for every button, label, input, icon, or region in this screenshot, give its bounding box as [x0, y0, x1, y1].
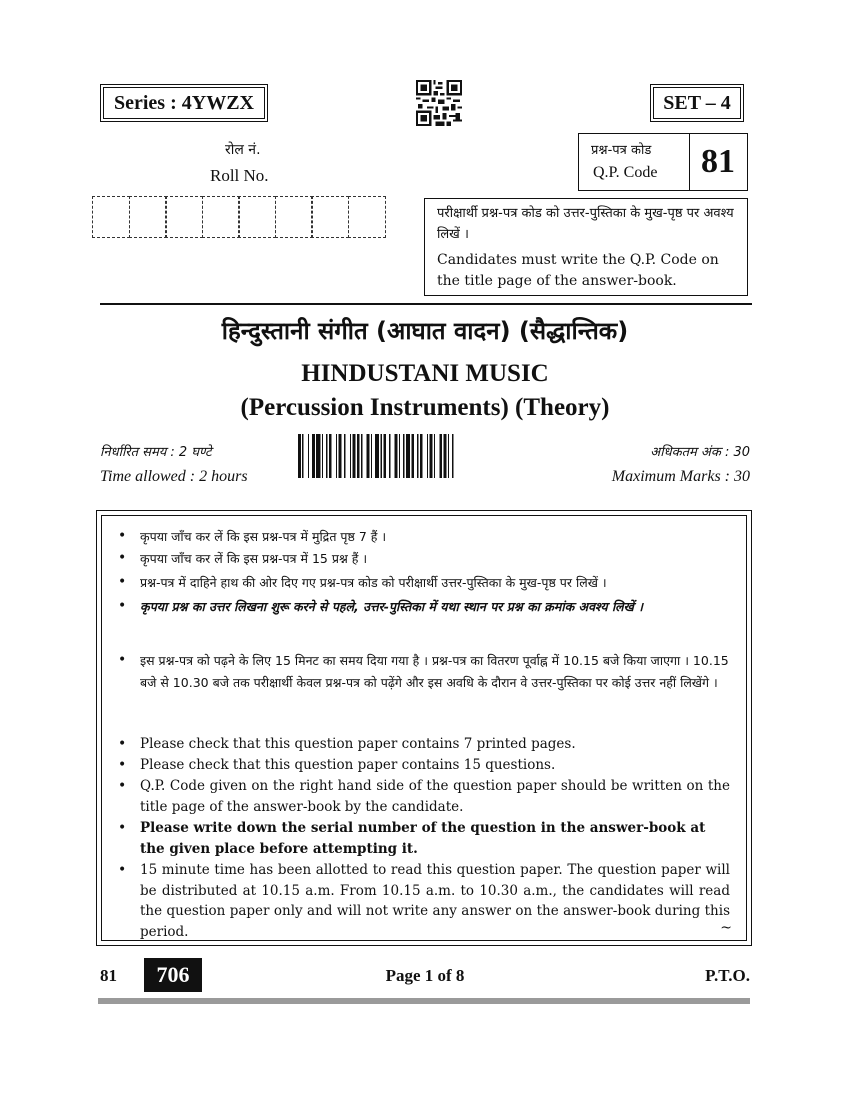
roll-digit-box[interactable]: [129, 196, 167, 238]
max-marks-hindi: अधिकतम अंक : 30: [650, 445, 750, 460]
title-english: HINDUSTANI MUSIC: [301, 360, 549, 387]
barcode-bar: [403, 434, 404, 478]
instruction-item: [118, 548, 730, 569]
instruction-text: प्रश्न-पत्र में दाहिने हाथ की ओर दिए गए प्रश्न-पत्र कोड को परीक्षार्थी उत्तर-पुस्तिका के मुख-पृष्ठ पर लिखें ।: [140, 575, 607, 590]
barcode-bar: [344, 434, 345, 478]
instruction-text: Please check that this question paper contains 7 printed pages.: [140, 736, 576, 752]
roll-digit-box[interactable]: [165, 196, 203, 238]
barcode-bar: [439, 434, 442, 478]
barcode-bar: [448, 434, 449, 478]
barcode-bar: [361, 434, 362, 478]
instruction-item: [118, 572, 730, 593]
qp-code-label-cell: [579, 134, 690, 190]
barcode-bar: [302, 434, 303, 478]
instruction-text: कृपया जाँच कर लें कि इस प्रश्न-पत्र में मुद्रित पृष्ठ 7 हैं ।: [140, 529, 387, 544]
footer-code: 81: [100, 966, 117, 985]
time-allowed: Time allowed : 2 hours: [100, 468, 248, 485]
barcode-bar: [357, 434, 360, 478]
barcode-bar: [420, 434, 423, 478]
set-text: SET – 4: [663, 92, 731, 114]
instruction-text: 15 minute time has been allotted to read this question paper. The question paper will be distributed at 10.15 a.m. From 10.15 a.m. to 10.30 a.m., the candidates will read the question paper only and will not write any answer on the answer-book during this period.: [140, 862, 730, 940]
barcode-bar: [350, 434, 351, 478]
bullet: •: [118, 862, 127, 878]
roll-digit-box[interactable]: [311, 196, 349, 238]
roll-digit-box[interactable]: [275, 196, 313, 238]
note-hindi: परीक्षार्थी प्रश्न-पत्र कोड को उत्तर-पुस्तिका के मुख-पृष्ठ पर अवश्य लिखें ।: [437, 206, 734, 242]
set-label: [650, 84, 744, 122]
barcode-bar: [381, 434, 382, 478]
barcode-bar: [417, 434, 418, 478]
barcode-bar: [434, 434, 435, 478]
bullet: •: [118, 598, 127, 614]
barcode-bar: [444, 434, 447, 478]
barcode-bar: [336, 434, 337, 478]
barcode-bar: [452, 434, 453, 478]
barcode-bar: [406, 434, 410, 478]
instruction-item: [118, 818, 730, 860]
roll-digit-box[interactable]: [238, 196, 276, 238]
qr-code-icon: [416, 80, 462, 126]
qp-code-box: [578, 133, 748, 191]
instruction-text: कृपया प्रश्न का उत्तर लिखना शुरू करने से पहले, उत्तर-पुस्तिका में यथा स्थान पर प्रश्न का क्रमांक अवश्य लिखें ।: [140, 599, 643, 614]
paper-number-badge: 706: [144, 958, 202, 992]
bullet: •: [118, 757, 127, 773]
footer-bar: [98, 998, 750, 1004]
bullet: •: [118, 736, 127, 752]
barcode-bar: [353, 434, 356, 478]
series-text: Series : 4YWZX: [114, 92, 254, 114]
barcode-bar: [308, 434, 309, 478]
qp-code-note: [424, 198, 748, 296]
barcode-bar: [371, 434, 372, 478]
time-allowed-hindi: निर्धारित समय : 2 घण्टे: [100, 445, 212, 460]
max-marks: Maximum Marks : 30: [611, 468, 750, 485]
qp-code-value: 81: [701, 143, 735, 180]
barcode-bar: [316, 434, 320, 478]
roll-no-label: Roll No.: [210, 166, 269, 185]
instruction-item: [118, 860, 730, 944]
barcode-bar: [427, 434, 428, 478]
bullet: •: [118, 652, 127, 668]
instructions-box: [96, 510, 752, 946]
barcode-bar: [329, 434, 332, 478]
roll-no-boxes[interactable]: [92, 196, 384, 238]
barcode-bar: [339, 434, 342, 478]
barcode-bar: [326, 434, 327, 478]
qp-code-label: Q.P. Code: [593, 164, 658, 181]
instruction-item: [118, 650, 730, 716]
instruction-text: कृपया जाँच कर लें कि इस प्रश्न-पत्र में 15 प्रश्न हैं ।: [140, 551, 368, 566]
barcode-bar: [375, 434, 379, 478]
barcode-bar: [399, 434, 400, 478]
header-divider: [100, 303, 752, 305]
title-hindi: हिन्दुस्तानी संगीत (आघात वादन) (सैद्धान्तिक): [221, 317, 629, 345]
bullet: •: [118, 778, 127, 794]
bullet: •: [118, 820, 127, 836]
instruction-text: इस प्रश्न-पत्र को पढ़ने के लिए 15 मिनट का समय दिया गया है । प्रश्न-पत्र का वितरण पूर्वाह्न में 10.15 बजे किया जाएगा । 10.15 बजे से 10.30 बजे तक परीक्षार्थी केवल प्रश्न-पत्र को पढ़ेंगे और इस अवधि के दौरान वे उत्तर-पुस्तिका पर कोई उत्तर नहीं लिखेंगे ।: [140, 653, 729, 690]
barcode-bar: [322, 434, 323, 478]
instruction-text: Q.P. Code given on the right hand side of the question paper should be written on the title page of the answer-book by the candidate.: [140, 778, 730, 815]
barcode-bar: [298, 434, 301, 478]
bullet: •: [118, 528, 127, 544]
roll-no-label-hindi: रोल नं.: [225, 142, 261, 158]
instruction-text: Please check that this question paper contains 15 questions.: [140, 757, 556, 773]
roll-digit-box[interactable]: [202, 196, 240, 238]
roll-digit-box[interactable]: [92, 196, 130, 238]
barcode-bar: [395, 434, 398, 478]
instruction-item: [118, 596, 730, 640]
instruction-item: [118, 734, 730, 755]
note-english: Candidates must write the Q.P. Code on the title page of the answer-book.: [437, 252, 719, 289]
bullet: •: [118, 574, 127, 590]
barcode-icon: [298, 434, 550, 478]
barcode-bar: [383, 434, 386, 478]
pto-label: P.T.O.: [705, 966, 750, 985]
barcode-bar: [312, 434, 315, 478]
end-mark: ~: [720, 920, 732, 936]
barcode-bar: [389, 434, 390, 478]
roll-digit-box[interactable]: [348, 196, 386, 238]
instruction-text: Please write down the serial number of the question in the answer-book at the given place before attempting it.: [140, 820, 706, 857]
qp-code-label-hindi: प्रश्न-पत्र कोड: [591, 143, 652, 158]
barcode-bar: [430, 434, 433, 478]
page-indicator: Page 1 of 8: [385, 966, 465, 985]
instructions-inner-border: [101, 515, 747, 941]
bullet: •: [118, 550, 127, 566]
series-label: [100, 84, 268, 122]
barcode-bar: [367, 434, 370, 478]
instruction-item: [118, 755, 730, 776]
instruction-item: [118, 776, 730, 818]
instruction-item: [118, 526, 730, 547]
barcode-bar: [411, 434, 414, 478]
subtitle-english: (Percussion Instruments) (Theory): [240, 394, 610, 421]
